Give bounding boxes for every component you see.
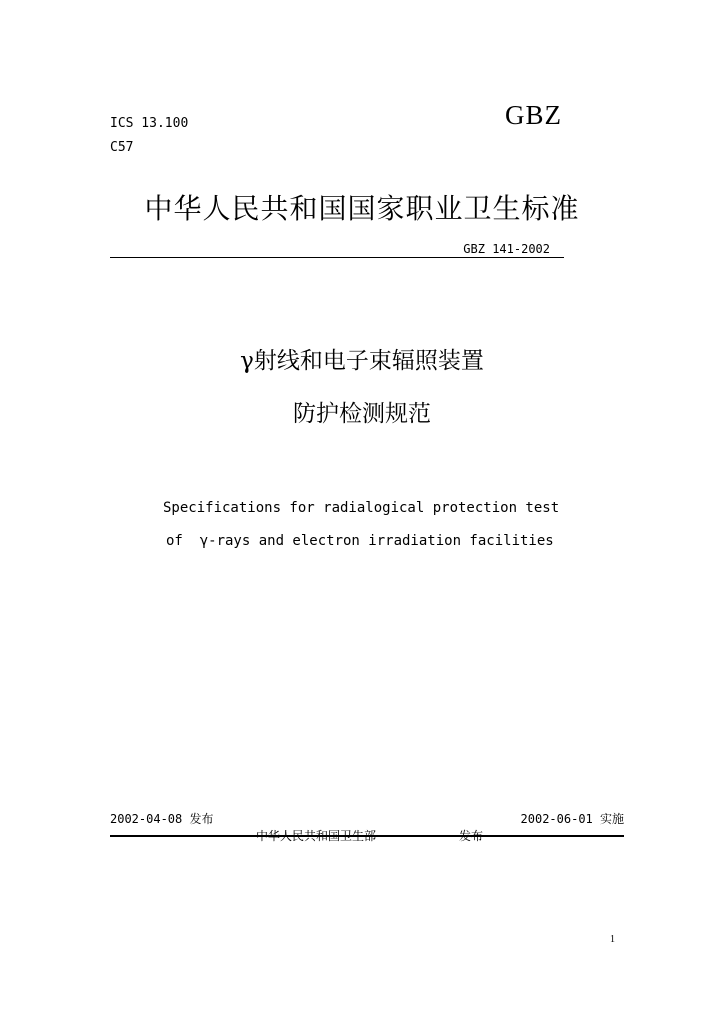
- issue-action-label: 发布: [459, 829, 484, 843]
- gbz-mark: GBZ: [505, 100, 562, 130]
- document-title-cn-line-1: γ射线和电子束辐照装置: [240, 348, 484, 374]
- top-divider: [110, 257, 564, 258]
- implementation-date: 2002-06-01 实施: [520, 812, 624, 826]
- ics-code: ICS 13.100: [110, 116, 189, 131]
- ccs-code: C57: [110, 140, 134, 155]
- standard-number: GBZ 141-2002: [463, 242, 550, 256]
- document-title-en-line-1: Specifications for radialogical protection test: [163, 500, 560, 516]
- national-standard-title: 中华人民共和国国家职业卫生标准: [144, 192, 580, 225]
- issuing-authority: 中华人民共和国卫生部: [256, 829, 377, 843]
- document-title-cn-line-2: 防护检测规范: [293, 401, 431, 427]
- issue-date: 2002-04-08 发布: [110, 812, 214, 826]
- page-number: 1: [610, 934, 615, 945]
- document-title-en-line-2: of γ-rays and electron irradiation facilities: [166, 533, 554, 549]
